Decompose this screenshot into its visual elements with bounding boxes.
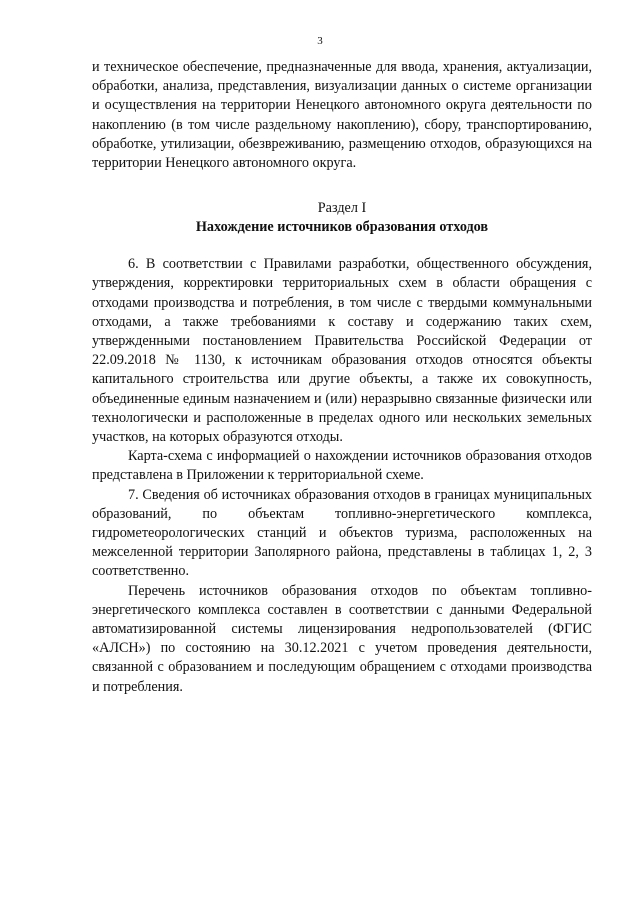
paragraph-map-scheme: Карта-схема с информацией о нахождении источников образования отходов представлена в Приложении к территориальной схеме.: [92, 448, 592, 484]
page-number: 3: [317, 35, 323, 47]
section-title: [92, 199, 592, 237]
section-number: Раздел I: [317, 200, 367, 217]
section-heading: Нахождение источников образования отходов: [195, 219, 489, 236]
paragraph-7: 7. Сведения об источниках образования отходов в границах муниципальных образований, по объектам топливно-энергетического комплекса, гидрометеорологических станций и объектов туризма, расположенных на межселенной территории Заполярного района, представлены в таблицах 1, 2, 3 соответственно.: [92, 486, 592, 580]
paragraph-intro: и техническое обеспечение, предназначенные для ввода, хранения, актуализации, обработки, анализа, представления, визуализации данных о системе организации и осуществления на территории Ненецкого автономного округа деятельности по накоплению (в том числе раздельному накоплению), сбору, транспортированию, обработке, утилизации, обезвреживанию, размещению отходов, образующихся на территории Ненецкого автономного округа.: [92, 59, 592, 172]
document-body: [92, 58, 592, 697]
paragraph-6: 6. В соответствии с Правилами разработки, общественного обсуждения, утверждения, корректировки территориальных схем в области обращения с отходами производства и потребления, в том числе с твердыми коммунальными отходами, а также требованиями к составу и содержанию таких схем, утвержденными постановлением Правительства Российской Федерации от 22.09.2018 № 1130, к источникам образования отходов относятся объекты капитального строительства или другие объекты, а также их совокупность, объединенные единым назначением и (или) неразрывно связанные физически или технологически и расположенные в пределах одного или нескольких земельных участков, на которых образуются отходы.: [92, 256, 592, 446]
section-gap: [92, 237, 592, 255]
paragraph-fuel-energy-list: Перечень источников образования отходов по объектам топливно-энергетического комплекса составлен в соответствии с данными Федеральной автоматизированной системы лицензирования недропользователей (ФГИС «АЛСН») по состоянию на 30.12.2021 с учетом проведения деятельности, связанной с образованием и последующим обращением с отходами производства и потребления.: [92, 582, 592, 695]
